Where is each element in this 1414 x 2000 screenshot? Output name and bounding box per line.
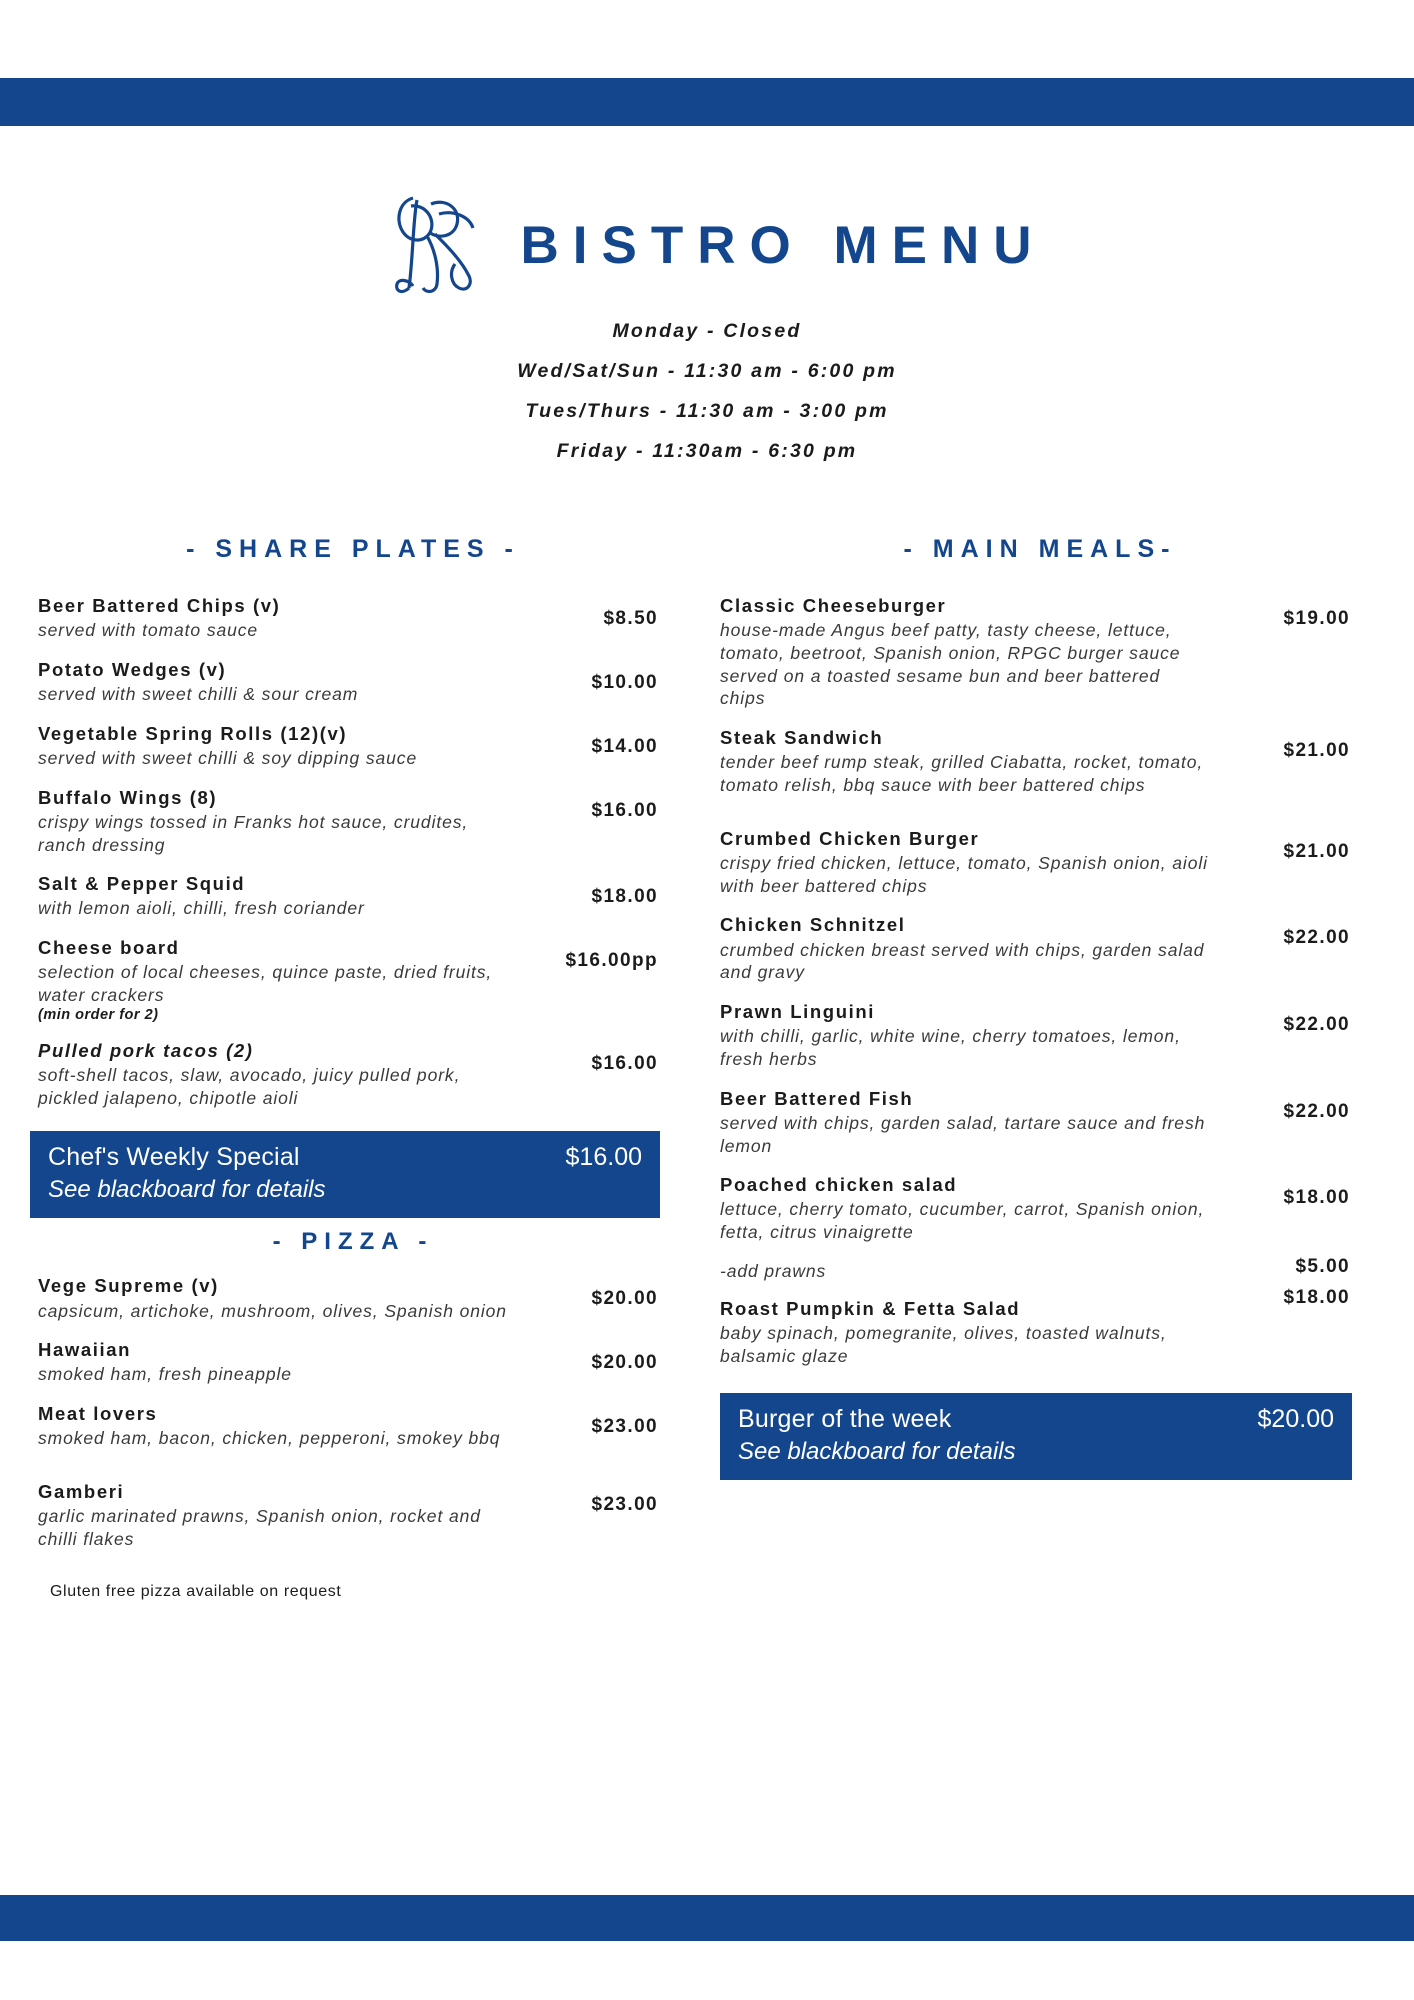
menu-item-description: with lemon aioli, chilli, fresh coriander	[38, 898, 365, 919]
menu-item-price: $22.00	[1283, 927, 1350, 949]
burger-special-price: $20.00	[1257, 1405, 1334, 1434]
menu-item	[720, 1286, 1360, 1368]
menu-item-price: $20.00	[591, 1352, 658, 1374]
menu-item-price: $16.00	[591, 1052, 658, 1074]
spacer	[720, 813, 1360, 827]
left-column	[38, 535, 668, 1601]
page-title: BISTRO MENU	[520, 215, 1046, 275]
hours-line: Monday - Closed	[612, 320, 802, 342]
menu-item-name: Steak Sandwich	[720, 727, 884, 749]
menu-item	[38, 786, 668, 857]
burger-of-the-week-banner	[720, 1393, 1352, 1480]
menu-item-price: $18.00	[591, 886, 658, 908]
menu-item-price: $20.00	[591, 1288, 658, 1310]
menu-item-price: $22.00	[1283, 1100, 1350, 1122]
menu-item	[38, 594, 668, 642]
menu-item-name: Chicken Schnitzel	[720, 914, 906, 936]
menu-item-description: house-made Angus beef patty, tasty cheese, lettuce, tomato, beetroot, Spanish onion, RPGC burger sauce served on a toasted sesame bun and beer battered chips	[720, 620, 1181, 709]
chefs-special-row	[48, 1143, 642, 1172]
menu-item-name: Pulled pork tacos (2)	[38, 1039, 254, 1061]
menu-item-description: with chilli, garlic, white wine, cherry tomatoes, lemon, fresh herbs	[720, 1026, 1181, 1069]
menu-item-price: $18.00	[1283, 1187, 1350, 1209]
menu-item-description: garlic marinated prawns, Spanish onion, rocket and chilli flakes	[38, 1506, 481, 1549]
menu-item-description: served with sweet chilli & sour cream	[38, 684, 359, 704]
menu-item	[720, 594, 1360, 710]
menu-item-addon	[720, 1255, 1360, 1283]
menu-item-name: Vegetable Spring Rolls (12)(v)	[38, 722, 348, 744]
menu-item-price: $8.50	[603, 608, 658, 629]
hours-line: Tues/Thurs - 11:30 am - 3:00 pm	[525, 400, 889, 422]
menu-item-name: Hawaiian	[38, 1339, 131, 1361]
menu-item-description: baby spinach, pomegranite, olives, toasted walnuts, balsamic glaze	[720, 1322, 1167, 1366]
menu-item-description: crumbed chicken breast served with chips, garden salad and gravy	[720, 939, 1205, 983]
menu-item	[38, 1480, 668, 1551]
menu-item	[38, 1274, 668, 1322]
menu-item	[720, 1000, 1360, 1071]
top-decorative-bar	[0, 78, 1414, 126]
menu-item-description: capsicum, artichoke, mushroom, olives, Spanish onion	[38, 1300, 507, 1321]
menu-item-name: Beer Battered Chips (v)	[38, 595, 281, 616]
menu-item-price: $19.00	[1283, 608, 1350, 629]
menu-item	[38, 872, 668, 920]
menu-item-price: $10.00	[591, 671, 658, 693]
menu-item-name: Buffalo Wings (8)	[38, 786, 218, 808]
menu-item-description: served with chips, garden salad, tartare sauce and fresh lemon	[720, 1112, 1206, 1156]
menu-item	[720, 1087, 1360, 1158]
menu-item-name: Gamberi	[38, 1481, 125, 1502]
rpgc-monogram-icon	[369, 180, 509, 310]
menu-item-name: Cheese board	[38, 937, 180, 959]
menu-item-name: Prawn Linguini	[720, 1001, 875, 1022]
menu-item-description: crispy fried chicken, lettuce, tomato, Spanish onion, aioli with beer battered chips	[720, 852, 1208, 896]
menu-item	[720, 913, 1360, 984]
addon-price: $5.00	[1295, 1255, 1350, 1277]
menu-item-price: $16.00pp	[565, 950, 658, 972]
menu-item-price: $21.00	[1283, 840, 1350, 862]
opening-hours	[0, 320, 1414, 463]
section-heading-main-meals: - MAIN MEALS-	[903, 535, 1177, 563]
menu-item-name: Crumbed Chicken Burger	[720, 827, 980, 849]
title-row	[0, 180, 1414, 310]
menu-item-name: Roast Pumpkin & Fetta Salad	[720, 1297, 1021, 1319]
menu-item-description: tender beef rump steak, grilled Ciabatta, rocket, tomato, tomato relish, bbq sauce with beer battered chips	[720, 752, 1204, 795]
menu-header	[0, 180, 1414, 480]
menu-item-name: Poached chicken salad	[720, 1174, 958, 1196]
menu-item-description: lettuce, cherry tomato, cucumber, carrot, Spanish onion, fetta, citrus vinaigrette	[720, 1199, 1205, 1243]
menu-item-description: selection of local cheeses, quince paste, dried fruits, water crackers	[38, 962, 493, 1005]
menu-item	[720, 827, 1360, 898]
menu-item-description: soft-shell tacos, slaw, avocado, juicy pulled pork, pickled jalapeno, chipotle aioli	[38, 1064, 461, 1108]
menu-item	[38, 936, 668, 1023]
section-heading-pizza: - PIZZA -	[272, 1228, 434, 1256]
menu-item-price: $16.00	[591, 799, 658, 821]
chefs-special-price: $16.00	[565, 1143, 642, 1172]
section-heading-share-plates: - SHARE PLATES -	[186, 535, 520, 563]
chefs-special-subtitle: See blackboard for details	[48, 1176, 326, 1204]
menu-item	[38, 722, 668, 770]
menu-item	[38, 1338, 668, 1386]
menu-item	[720, 726, 1360, 797]
menu-item-price: $22.00	[1283, 1014, 1350, 1035]
menu-item-description: served with sweet chilli & soy dipping sauce	[38, 747, 418, 768]
menu-item-description: crispy wings tossed in Franks hot sauce, crudites, ranch dressing	[38, 811, 469, 855]
burger-special-subtitle: See blackboard for details	[738, 1438, 1016, 1466]
menu-item	[38, 1402, 668, 1450]
menu-item-description: served with tomato sauce	[38, 620, 259, 641]
burger-special-row	[738, 1405, 1334, 1434]
bottom-decorative-bar	[0, 1895, 1414, 1941]
menu-item-note: (min order for 2)	[38, 1006, 159, 1023]
menu-item-name: Classic Cheeseburger	[720, 595, 947, 616]
right-column	[720, 535, 1360, 1480]
hours-line: Friday - 11:30am - 6:30 pm	[556, 440, 858, 462]
menu-item	[720, 1173, 1360, 1244]
menu-item-price: $21.00	[1283, 740, 1350, 762]
menu-item	[38, 1039, 668, 1110]
menu-item-price: $23.00	[591, 1416, 658, 1438]
menu-item-name: Meat lovers	[38, 1403, 158, 1425]
menu-item-price: $18.00	[1283, 1286, 1350, 1308]
burger-special-title: Burger of the week	[738, 1405, 952, 1434]
addon-description: -add prawns	[720, 1260, 827, 1281]
menu-item	[38, 658, 668, 706]
spacer	[38, 1466, 668, 1480]
chefs-weekly-special-banner	[30, 1131, 660, 1218]
menu-item-name: Salt & Pepper Squid	[38, 873, 246, 895]
menu-item-name: Vege Supreme (v)	[38, 1275, 219, 1297]
pizza-footnote: Gluten free pizza available on request	[50, 1582, 342, 1600]
menu-item-name: Potato Wedges (v)	[38, 658, 227, 680]
menu-item-price: $14.00	[591, 735, 658, 757]
hours-line: Wed/Sat/Sun - 11:30 am - 6:00 pm	[517, 360, 897, 382]
menu-item-price: $23.00	[591, 1494, 658, 1515]
menu-item-description: smoked ham, bacon, chicken, pepperoni, smokey bbq	[38, 1428, 501, 1449]
menu-item-name: Beer Battered Fish	[720, 1087, 914, 1109]
menu-item-description: smoked ham, fresh pineapple	[38, 1364, 292, 1385]
chefs-special-title: Chef's Weekly Special	[48, 1143, 300, 1172]
